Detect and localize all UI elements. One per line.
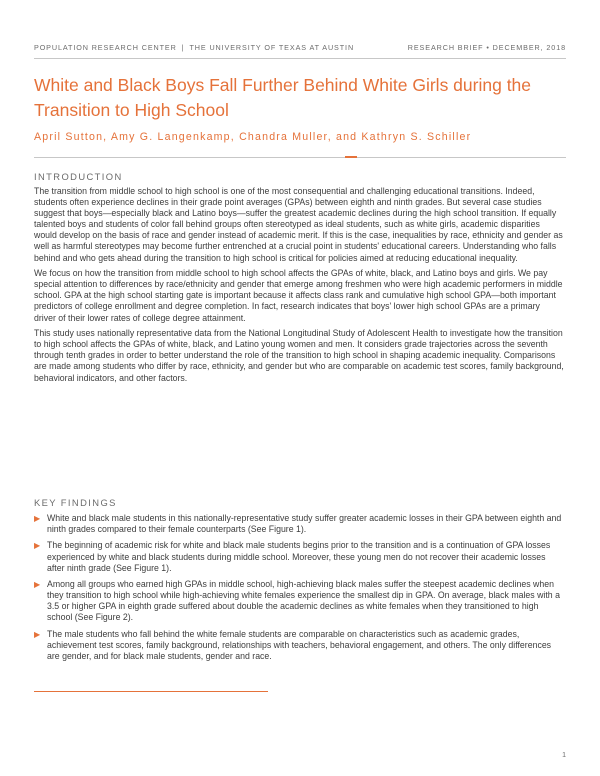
page-title bbox=[34, 73, 554, 123]
finding-item bbox=[34, 579, 564, 623]
bullet-arrow-icon: ▶ bbox=[34, 514, 41, 523]
bullet-arrow-icon: ▶ bbox=[34, 629, 41, 639]
key-findings-heading: KEY FINDINGS bbox=[34, 497, 117, 508]
finding-text: Among all groups who earned high GPAs in middle school, high-achieving black males suffer the steepest academic declines when they transition to high school while high-achieving white females experience the smallest dip in GPA. On average, black males with a 3.5 or higher GPA in eighth grade suffered about double the academic declines as white females when they transitioned to high school (See Figure 2). bbox=[47, 579, 560, 623]
header-university: THE UNIVERSITY OF TEXAS AT AUSTIN bbox=[189, 43, 355, 52]
finding-text: White and black male students in this nationally-representative study suffer greater academic losses in their GPA between eighth and ninth grades compared to their female counterparts (See Figure 1). bbox=[47, 513, 562, 535]
finding-text: The beginning of academic risk for white and black male students begins prior to the transition and is a continuation of GPA losses experienced by white and black students during middle school. Moreover, these young men do not recover their academic losses after ninth grade (See Figure 1). bbox=[47, 540, 551, 573]
finding-item bbox=[34, 513, 564, 535]
title-line-1: White and Black Boys Fall Further Behind White Girls during the bbox=[34, 75, 532, 95]
header-org: POPULATION RESEARCH CENTER bbox=[34, 43, 177, 52]
intro-paragraph: We focus on how the transition from middle school to high school affects the GPAs of white, black, and Latino boys and girls. We pay special attention to differences by race/ethnicity and gender that emerge among freshmen who were high academic performers in middle school. GPA at the high school starting gate is important because it affects class rank and cumulative high school GPA—both important predictors of college enrollment and degree completion. In fact, research indicates that boys' lower high school GPAs are a primary driver of their lower rates of college degree attainment. bbox=[34, 268, 563, 323]
bullet-arrow-icon: ▶ bbox=[34, 541, 41, 551]
introduction-heading: INTRODUCTION bbox=[34, 171, 123, 182]
finding-text: The male students who fall behind the white female students are comparable on characteristics such as academic grades, achievement test scores, family background, relationships with teachers, behavioral engagement, and others. The only differences are gender, and for black male students, gender and race. bbox=[47, 628, 552, 661]
authors: April Sutton, Amy G. Langenkamp, Chandra Muller, and Kathryn S. Schiller bbox=[34, 131, 472, 143]
header-separator: | bbox=[181, 43, 185, 52]
header-brief: RESEARCH BRIEF • DECEMBER, 2018 bbox=[407, 43, 566, 52]
intro-paragraph: The transition from middle school to high school is one of the most consequential and challenging educational transitions. Indeed, students often experience declines in their grade point averages (GPAs) between eighth and ninth grades. But several case studies suggest that boys—especially black and Latino boys—suffer the greatest academic declines during the high school transition. If equally talented boys and students of color fall behind groups often stereotyped as ideal students, such as white girls, academic disparities would develop on the basis of race and gender instead of academic merit. If this is the case, inequalities by race, ethnicity and gender as well as harmful stereotypes may become further entrenched at a crucial point in students' educational careers. Understanding who falls behind and who gets ahead during the transition to high school is critical for policies aimed at reducing educational inequality. bbox=[34, 186, 563, 263]
finding-item bbox=[34, 629, 564, 662]
key-findings-list bbox=[34, 513, 564, 667]
header-bar bbox=[34, 43, 566, 52]
introduction-body bbox=[34, 186, 564, 388]
footer-divider bbox=[34, 691, 268, 692]
divider-accent bbox=[345, 156, 357, 158]
finding-item bbox=[34, 540, 564, 573]
bullet-arrow-icon: ▶ bbox=[34, 580, 41, 590]
intro-paragraph: This study uses nationally representative data from the National Longitudinal Study of Adolescent Health to investigate how the transition to high school affects the GPAs of white, black, and Latino young women and men. It considers grade trajectories across the seventh through tenth grades in order to better understand the role of the transition to high school in shaping academic inequality. Comparisons are made among students who differ by race, ethnicity, and gender but who are comparable on academic test scores, family background, behavioral indicators, and other factors. bbox=[34, 328, 564, 383]
page-number: 1 bbox=[562, 752, 566, 759]
section-divider bbox=[34, 157, 566, 158]
header-divider bbox=[34, 58, 566, 59]
header-affiliation bbox=[34, 43, 354, 52]
title-line-2: Transition to High School bbox=[34, 100, 229, 120]
